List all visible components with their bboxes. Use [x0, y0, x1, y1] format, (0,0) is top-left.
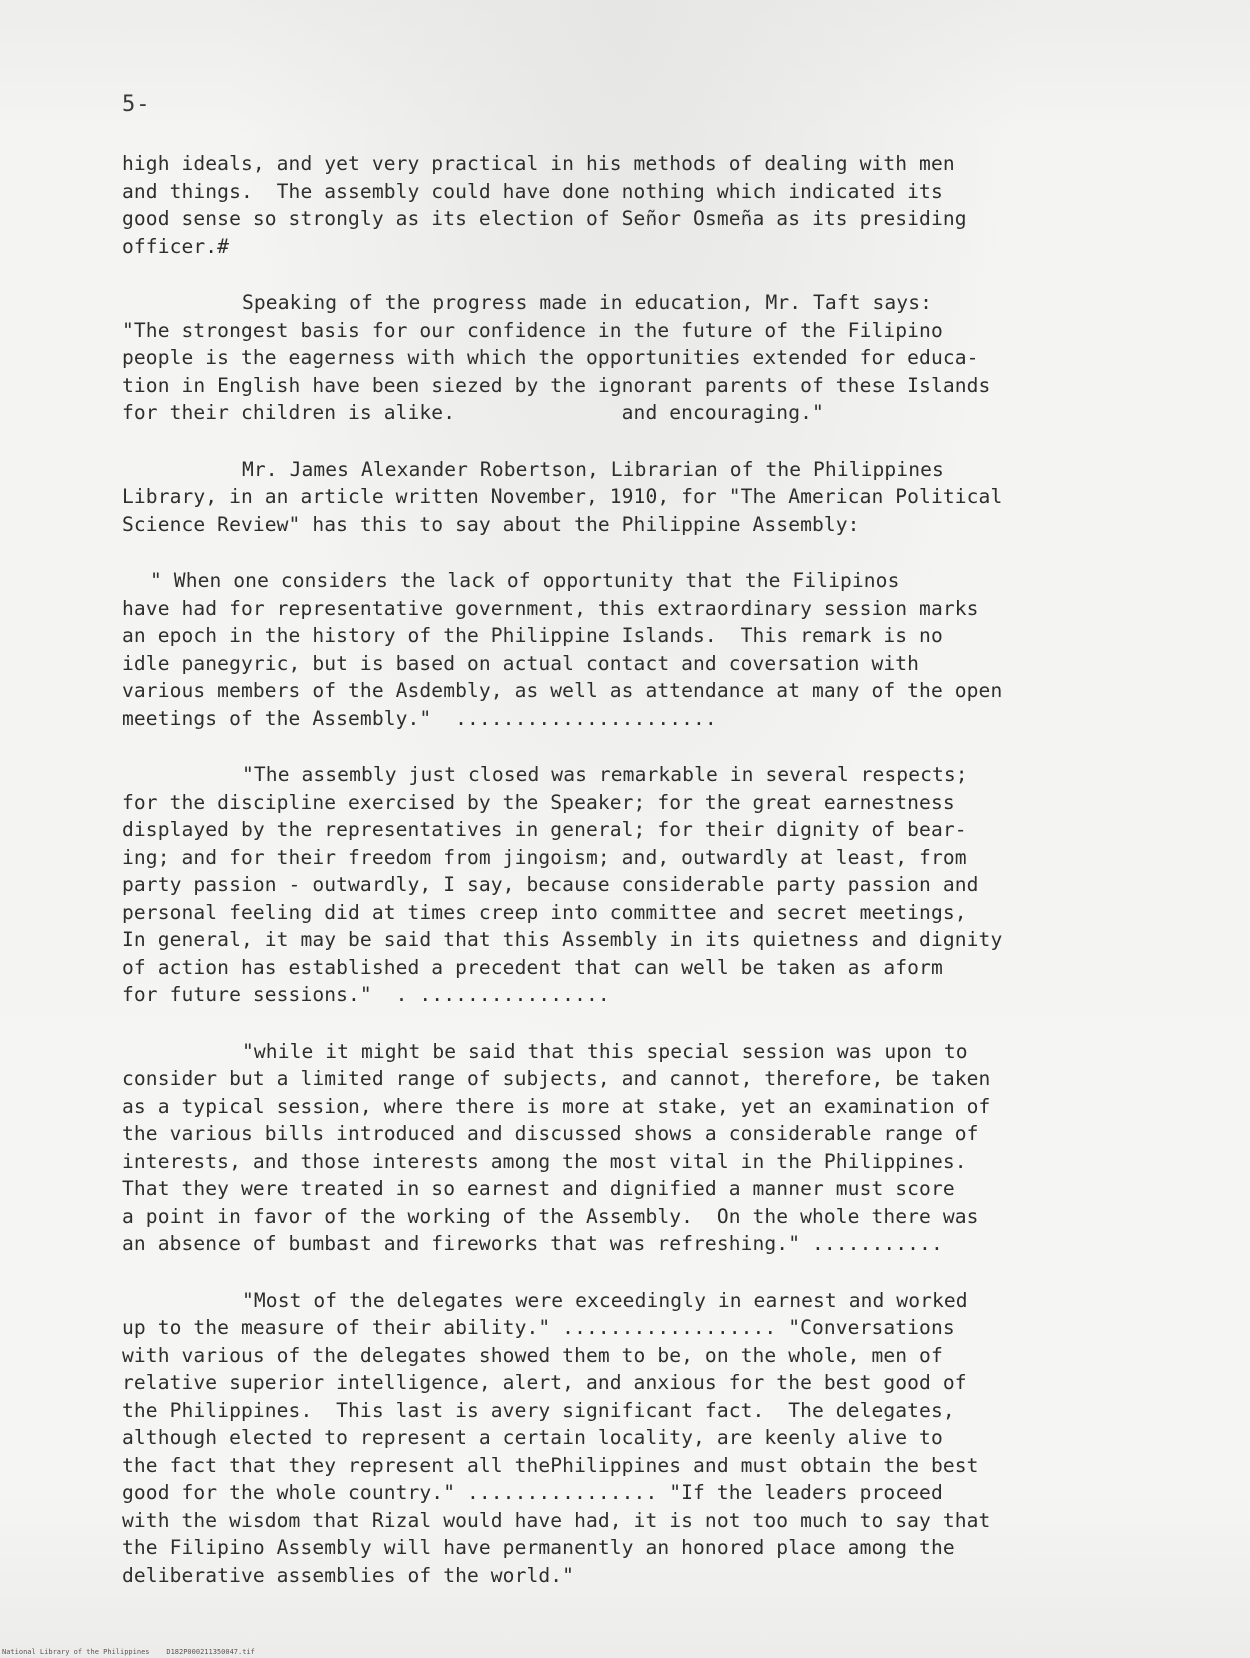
text-line: the fact that they represent all thePhilippines and must obtain the best	[122, 1453, 979, 1477]
text-line: as a typical session, where there is more at stake, yet an examination of	[122, 1094, 991, 1118]
text-line: good sense so strongly as its election of Señor Osmeña as its presiding	[122, 207, 967, 230]
text-line: an absence of bumbast and fireworks that was refreshing." ...........	[122, 1232, 943, 1255]
text-line: people is the eagerness with which the opportunities extended for educa-	[122, 346, 979, 369]
text-line: " When one considers the lack of opportunity that the Filipinos	[150, 569, 900, 592]
text-line: with various of the delegates showed them to be, on the whole, men of	[122, 1343, 943, 1367]
text-line: Library, in an article written November, 1910, for "The American Political	[122, 485, 1003, 508]
text-line: idle panegyric, but is based on actual contact and coversation with	[122, 651, 920, 675]
text-line: "The strongest basis for our confidence in the future of the Filipino	[122, 318, 943, 342]
text-line: and things. The assembly could have done nothing which indicated its	[122, 179, 943, 203]
text-line: a point in favor of the working of the Assembly. On the whole there was	[122, 1204, 979, 1228]
text-line: meetings of the Assembly." ......................	[122, 706, 717, 730]
text-line: the Filipino Assembly will have permanently an honored place among the	[122, 1536, 955, 1559]
archive-footer: National Library of the Philippines D182P000211350047.tif	[2, 1648, 255, 1656]
paragraph	[122, 456, 1162, 539]
text-line: "Most of the delegates were exceedingly in earnest and worked	[242, 1288, 968, 1312]
text-line: of action has established a precedent that can well be taken as aform	[122, 955, 943, 979]
document-body	[122, 150, 1162, 1618]
text-line: relative superior intelligence, alert, and anxious for the best good of	[122, 1371, 967, 1394]
text-line: Speaking of the progress made in education, Mr. Taft says:	[242, 291, 932, 314]
text-line: consider but a limited range of subjects, and cannot, therefore, be taken	[122, 1067, 991, 1090]
paragraph	[122, 289, 1162, 427]
text-line: for future sessions." . ................	[122, 983, 610, 1006]
text-line: "while it might be said that this special session was upon to	[242, 1039, 968, 1063]
paragraph	[122, 1287, 1162, 1590]
text-line: for their children is alike. and encouraging."	[122, 401, 824, 424]
text-line: various members of the Asdembly, as well as attendance at many of the open	[122, 679, 1003, 702]
text-line: for the discipline exercised by the Speaker; for the great earnestness	[122, 790, 955, 814]
text-line: That they were treated in so earnest and dignified a manner must score	[122, 1177, 955, 1200]
text-line: officer.#	[122, 234, 230, 258]
text-line: deliberative assemblies of the world."	[122, 1563, 575, 1587]
text-line: good for the whole country." ................ "If the leaders proceed	[122, 1481, 943, 1504]
text-line: Mr. James Alexander Robertson, Librarian of the Philippines	[242, 457, 944, 481]
text-line: although elected to represent a certain locality, are keenly alive to	[122, 1426, 943, 1449]
text-line: interests, and those interests among the most vital in the Philippines.	[122, 1149, 967, 1173]
text-line: the various bills introduced and discussed shows a considerable range of	[122, 1122, 979, 1145]
page-number: 5-	[122, 92, 151, 117]
text-line: tion in English have been siezed by the ignorant parents of these Islands	[122, 373, 991, 397]
text-line: "The assembly just closed was remarkable in several respects;	[242, 763, 968, 786]
paragraph	[122, 567, 1162, 732]
text-line: with the wisdom that Rizal would have had, it is not too much to say that	[122, 1508, 991, 1532]
text-line: ing; and for their freedom from jingoism; and, outwardly at least, from	[122, 845, 967, 869]
text-line: have had for representative government, this extraordinary session marks	[122, 596, 979, 620]
text-line: In general, it may be said that this Assembly in its quietness and dignity	[122, 928, 1003, 951]
text-line: high ideals, and yet very practical in his methods of dealing with men	[122, 152, 955, 175]
text-line: personal feeling did at times creep into committee and secret meetings,	[122, 900, 967, 924]
text-line: the Philippines. This last is avery significant fact. The delegates,	[122, 1398, 955, 1422]
paragraph	[122, 761, 1162, 1009]
text-line: displayed by the representatives in general; for their dignity of bear-	[122, 818, 967, 841]
paragraph	[122, 1038, 1162, 1258]
text-line: party passion - outwardly, I say, because considerable party passion and	[122, 873, 979, 896]
paragraph	[122, 150, 1162, 260]
text-line: up to the measure of their ability." .................. "Conversations	[122, 1316, 955, 1339]
text-line: Science Review" has this to say about the Philippine Assembly:	[122, 512, 860, 536]
text-line: an epoch in the history of the Philippine Islands. This remark is no	[122, 624, 943, 647]
